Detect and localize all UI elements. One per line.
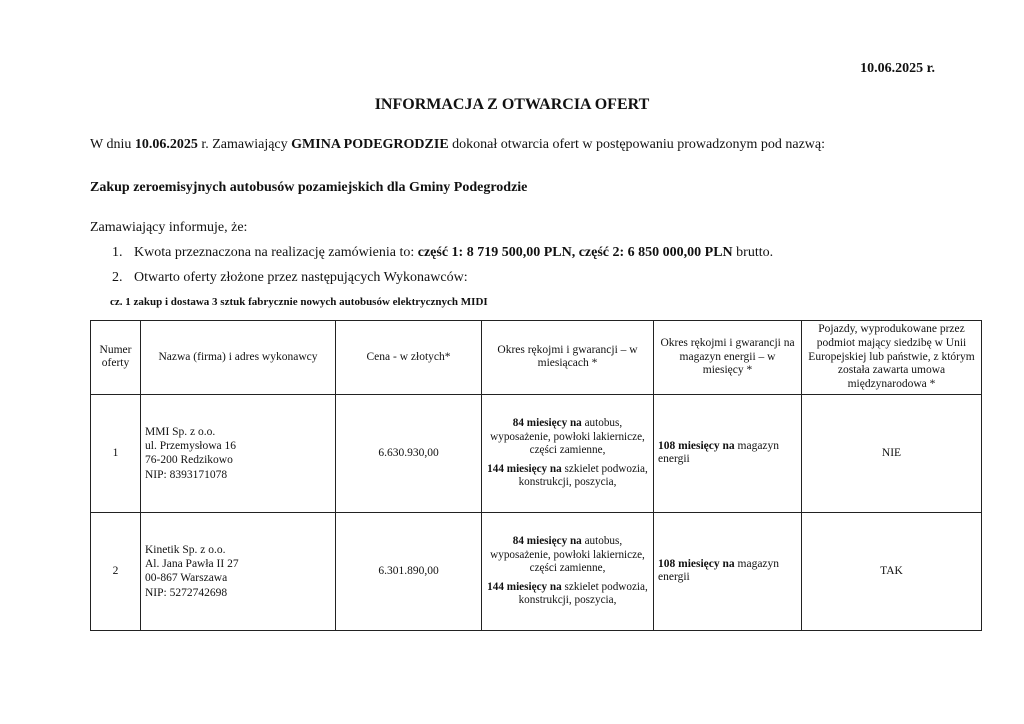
part-label: cz. 1 zakup i dostawa 3 sztuk fabrycznie nowych autobusów elektrycznych MIDI bbox=[110, 296, 488, 308]
header-warranty: Okres rękojmi i gwarancji – w miesiącach * bbox=[482, 321, 654, 395]
warranty-line-2 bbox=[486, 581, 649, 608]
table-header-row bbox=[91, 321, 982, 395]
header-eu-origin: Pojazdy, wyprodukowane przez podmiot mający siedzibę w Unii Europejskiej lub państwie, z którym została zawarta umowa międzynarodowa * bbox=[802, 321, 982, 395]
list-number: 1. bbox=[112, 245, 123, 260]
offers-table bbox=[90, 320, 982, 631]
battery-warranty-cell bbox=[654, 512, 802, 630]
contractor-city: 00-867 Warszawa bbox=[145, 572, 228, 585]
table-row bbox=[91, 512, 982, 630]
contractor-cell bbox=[141, 394, 336, 512]
battery-months: 108 miesięcy na bbox=[658, 557, 735, 570]
warranty-cell bbox=[482, 394, 654, 512]
document-title: INFORMACJA Z OTWARCIA OFERT bbox=[374, 96, 650, 113]
contractor-cell bbox=[141, 512, 336, 630]
offer-price: 6.630.930,00 bbox=[336, 394, 482, 512]
warranty-months-2: 144 miesięcy na bbox=[487, 580, 562, 593]
list-item-offers bbox=[112, 270, 468, 286]
intro-paragraph bbox=[90, 137, 825, 153]
warranty-months-1: 84 miesięcy na bbox=[512, 535, 582, 548]
warranty-scope-1: autobus, wyposażenie, powłoki lakiernicze, części zamienne, bbox=[490, 417, 645, 457]
header-offer-number: Numer oferty bbox=[91, 321, 141, 395]
header-contractor: Nazwa (firma) i adres wykonawcy bbox=[141, 321, 336, 395]
intro-text-2: r. Zamawiający bbox=[197, 137, 292, 152]
contractor-city: 76-200 Redzikowo bbox=[145, 454, 233, 467]
offer-price: 6.301.890,00 bbox=[336, 512, 482, 630]
list-number: 2. bbox=[112, 270, 123, 285]
list-text: Kwota przeznaczona na realizację zamówienia to: bbox=[134, 245, 418, 260]
intro-text-1: W dniu bbox=[90, 137, 135, 152]
battery-months: 108 miesięcy na bbox=[658, 439, 735, 452]
warranty-cell bbox=[482, 512, 654, 630]
informs-line: Zamawiający informuje, że: bbox=[90, 220, 248, 235]
warranty-scope-1: autobus, wyposażenie, powłoki lakiernicze, części zamienne, bbox=[490, 535, 645, 575]
warranty-line-1 bbox=[486, 535, 649, 575]
battery-scope: magazyn energii bbox=[658, 439, 780, 466]
warranty-scope-2: szkielet podwozia, konstrukcji, poszycia, bbox=[518, 462, 648, 489]
contractor-nip: NIP: 5272742698 bbox=[145, 586, 228, 599]
procurement-subject: Zakup zeroemisyjnych autobusów pozamiejskich dla Gminy Podegrodzie bbox=[90, 180, 528, 195]
header-battery-warranty: Okres rękojmi i gwarancji na magazyn energii – w miesięcy * bbox=[654, 321, 802, 395]
table-row bbox=[91, 394, 982, 512]
offer-number: 2 bbox=[91, 512, 141, 630]
battery-warranty-cell bbox=[654, 394, 802, 512]
list-amounts: część 1: 8 719 500,00 PLN, część 2: 6 850 000,00 PLN bbox=[417, 245, 733, 260]
list-item-budget bbox=[112, 245, 773, 261]
list-tail: brutto. bbox=[732, 245, 774, 260]
contractor-name: Kinetik Sp. z o.o. bbox=[145, 543, 226, 556]
eu-origin-value: NIE bbox=[802, 394, 982, 512]
offer-number: 1 bbox=[91, 394, 141, 512]
warranty-line-2 bbox=[486, 463, 649, 490]
contractor-nip: NIP: 8393171078 bbox=[145, 468, 228, 481]
warranty-line-1 bbox=[486, 417, 649, 457]
battery-scope: magazyn energii bbox=[658, 557, 780, 584]
warranty-months-2: 144 miesięcy na bbox=[487, 462, 562, 475]
header-price: Cena - w złotych* bbox=[336, 321, 482, 395]
warranty-scope-2: szkielet podwozia, konstrukcji, poszycia, bbox=[518, 580, 648, 607]
contractor-name: MMI Sp. z o.o. bbox=[145, 425, 216, 438]
intro-text-3: dokonał otwarcia ofert w postępowaniu prowadzonym pod nazwą: bbox=[448, 137, 826, 152]
eu-origin-value: TAK bbox=[802, 512, 982, 630]
contractor-street: ul. Przemysłowa 16 bbox=[145, 440, 237, 453]
contractor-street: Al. Jana Pawła II 27 bbox=[145, 558, 239, 571]
intro-date: 10.06.2025 bbox=[134, 137, 198, 152]
warranty-months-1: 84 miesięcy na bbox=[512, 417, 582, 430]
document-date: 10.06.2025 r. bbox=[860, 61, 935, 76]
list-text: Otwarto oferty złożone przez następujących Wykonawców: bbox=[134, 270, 468, 285]
intro-entity: GMINA PODEGRODZIE bbox=[291, 137, 449, 152]
